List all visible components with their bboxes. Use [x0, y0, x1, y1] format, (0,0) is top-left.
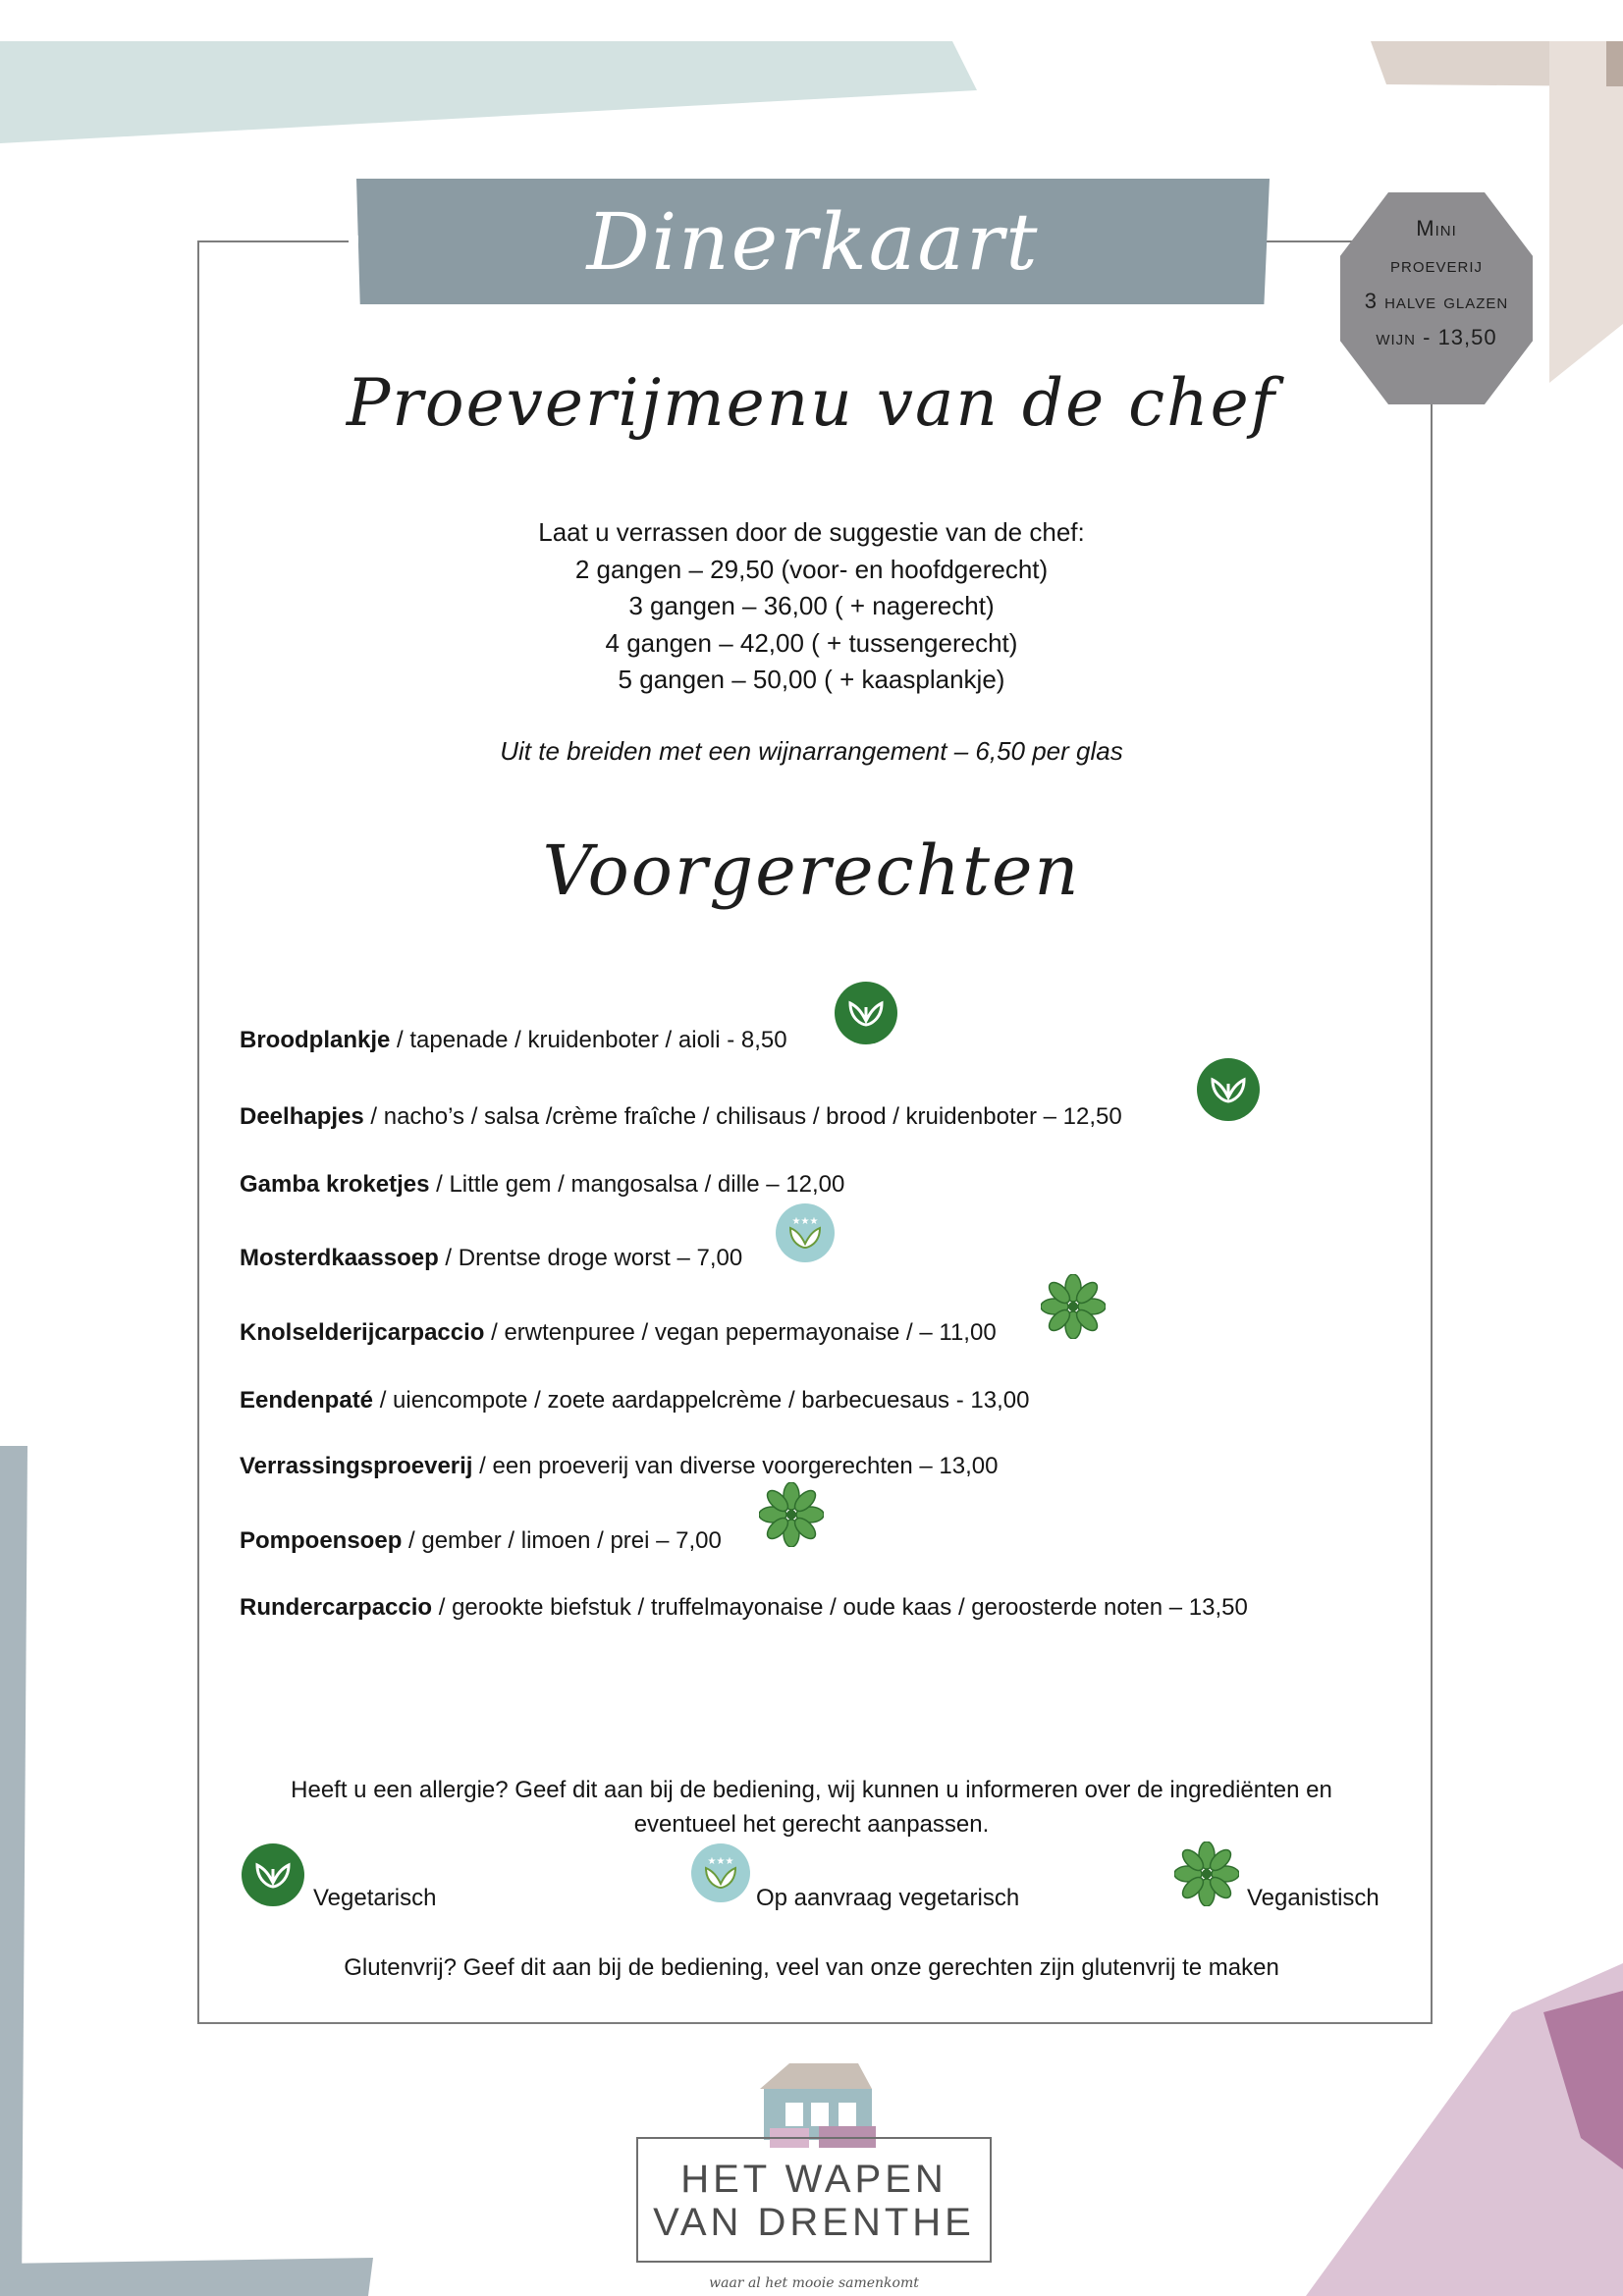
vegan-icon — [1041, 1274, 1106, 1339]
vegan-legend-icon — [1174, 1842, 1239, 1906]
on-request-vegetarian-icon — [776, 1203, 835, 1262]
svg-text:★★★: ★★★ — [707, 1856, 734, 1867]
dish-item: Deelhapjes / nacho’s / salsa /crème fraîche / chilisaus / brood / kruidenboter – 12,50 — [240, 1103, 1122, 1130]
menu-frame — [197, 240, 1433, 2024]
legend-vegan: Veganistisch — [1247, 1885, 1380, 1911]
dish-item: Rundercarpaccio / gerookte biefstuk / truffelmayonaise / oude kaas / geroosterde noten – 13,50 — [240, 1594, 1248, 1621]
dish-item: Pompoensoep / gember / limoen / prei – 7,00 — [240, 1527, 722, 1554]
legend-vegetarian: Vegetarisch — [313, 1885, 437, 1911]
vegetarian-icon — [835, 982, 897, 1044]
svg-text:★★★: ★★★ — [791, 1216, 819, 1227]
badge-text: Mini proeverij 3 halve glazen wijn - 13,50 — [1364, 216, 1509, 349]
starters-title: Voorgerechten — [542, 830, 1081, 911]
tasting-intro: Laat u verrassen door de suggestie van de chef: 2 gangen – 29,50 (voor- en hoofdgerecht) 3 gangen – 36,00 ( + nagerecht) 4 gangen – 42,00 ( + tussengerecht) 5 gangen – 50,00 ( + kaasplankje) — [538, 517, 1085, 694]
vegetarian-legend-icon — [242, 1843, 304, 1906]
vegetarian-icon — [1197, 1058, 1260, 1121]
vegan-icon — [759, 1482, 824, 1547]
dish-item: Mosterdkaassoep / Drentse droge worst – 7,00 — [240, 1245, 743, 1271]
logo-line-1: HET WAPEN — [680, 2158, 947, 2201]
gluten-note: Glutenvrij? Geef dit aan bij de bediening, veel van onze gerechten zijn glutenvrij te maken — [344, 1954, 1279, 1981]
logo-line-2: VAN DRENTHE — [653, 2201, 975, 2244]
tasting-menu-title: Proeverijmenu van de chef — [346, 365, 1277, 441]
dish-item: Gamba kroketjes / Little gem / mangosalsa / dille – 12,00 — [240, 1171, 845, 1198]
wine-pairing-note: Uit te breiden met een wijnarrangement – 6,50 per glas — [500, 736, 1123, 766]
dish-item: Knolselderijcarpaccio / erwtenpuree / vegan pepermayonaise / – 11,00 — [240, 1319, 997, 1346]
dish-item: Broodplankje / tapenade / kruidenboter / aioli - 8,50 — [240, 1027, 787, 1053]
page-title: Dinerkaart — [586, 195, 1040, 288]
logo-tagline: waar al het mooie samenkomt — [709, 2275, 919, 2291]
dish-item: Verrassingsproeverij / een proeverij van diverse voorgerechten – 13,00 — [240, 1453, 999, 1479]
legend-on-request: Op aanvraag vegetarisch — [756, 1885, 1020, 1911]
allergy-note: Heeft u een allergie? Geef dit aan bij de bediening, wij kunnen u informeren over de ingrediënten en eventueel het gerecht aanpassen. — [291, 1777, 1332, 1838]
on-request-legend-icon — [691, 1843, 750, 1902]
dish-item: Eendenpaté / uiencompote / zoete aardappelcrème / barbecuesaus - 13,00 — [240, 1387, 1030, 1414]
